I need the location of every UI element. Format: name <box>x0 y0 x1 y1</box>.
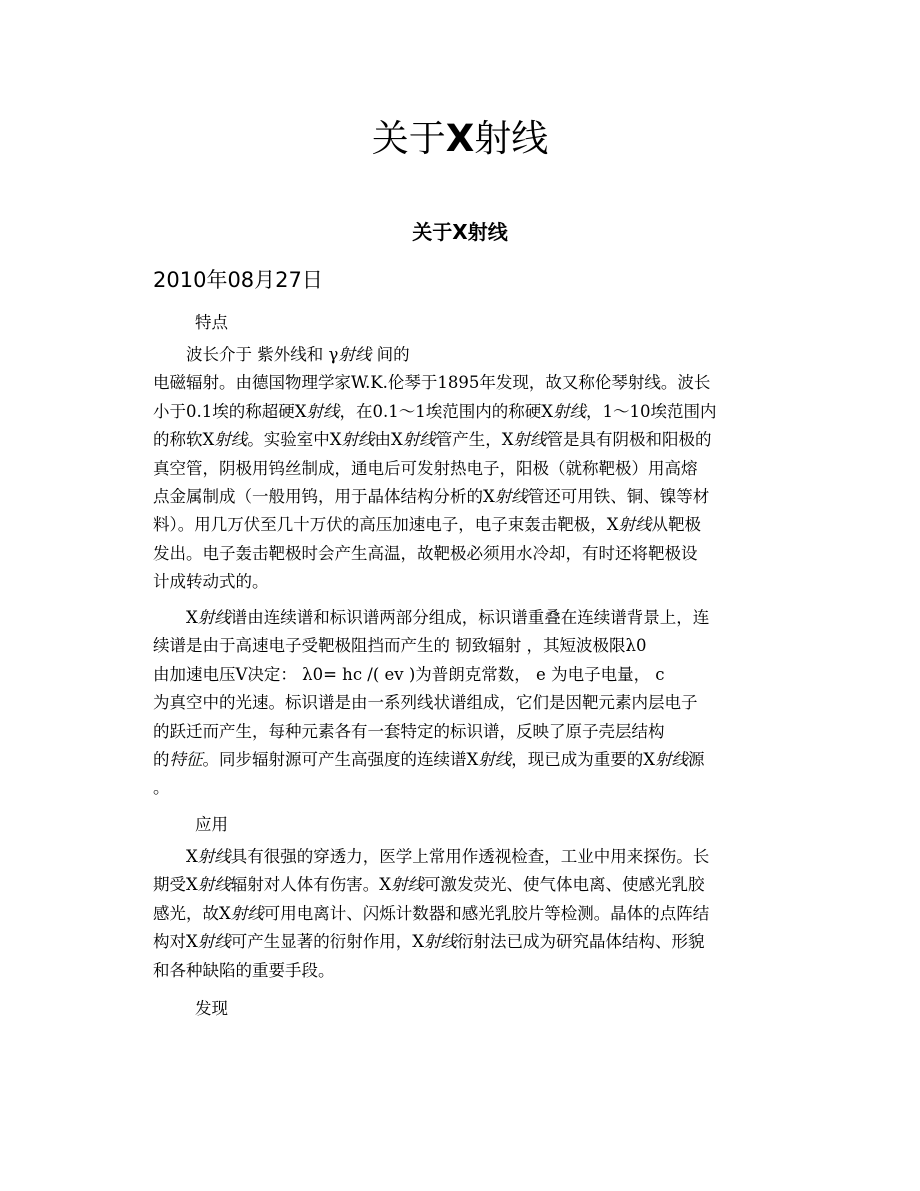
text-run: 谱由连续谱和标识谱两部分组成，标识谱重叠在连续谱背景上，连 <box>230 608 710 627</box>
text-line <box>153 774 773 802</box>
text-run: 。实验室中X <box>247 430 342 450</box>
italic-term: 射线 <box>197 608 231 627</box>
text-run: 为真空中的光速。标识谱是由一系列线状谱组成，它们是因靶元素内层电子 <box>153 693 698 713</box>
italic-term: 射线 <box>197 932 231 952</box>
italic-term: 射线 <box>197 847 231 866</box>
italic-term: 射线 <box>341 430 375 450</box>
italic-term: 射线 <box>306 401 340 421</box>
text-run: 的 <box>153 749 170 769</box>
text-run: 电磁辐射。由德国物理学家W.K.伦琴于1895年发现，故又称伦琴射线。波长 <box>153 373 711 393</box>
paragraph-spectrum <box>153 604 773 803</box>
text-run: 构对X <box>153 932 198 952</box>
text-run: 可激发荧光、使气体电离、使感光乳胶 <box>424 875 705 895</box>
text-line <box>153 928 773 956</box>
text-run: 的跃迁而产生，每种元素各有一套特定的标识谱，反映了原子壳层结构 <box>153 721 665 741</box>
text-run: X <box>153 847 198 866</box>
text-line <box>153 604 773 632</box>
text-line <box>153 426 773 454</box>
italic-term: 射线 <box>494 486 528 506</box>
text-run: 波长介于 紫外线和 γ <box>153 345 339 364</box>
italic-term: 特征 <box>169 749 203 769</box>
text-line <box>153 957 773 985</box>
text-run: 可产生显著的衍射作用，X <box>230 932 424 952</box>
text-run: 料）。用几万伏至几十万伏的高压加速电子，电子束轰击靶极，X <box>153 515 619 535</box>
text-run: 由加速电压V决定： λ0= hc /( ev )为普朗克常数， e 为电子电量， c <box>153 664 665 684</box>
italic-term: 射线 <box>338 345 372 364</box>
article-subtitle: 关于X射线 <box>412 220 508 244</box>
title-x: X <box>445 117 475 160</box>
text-run: 续谱是由于高速电子受靶极阻挡而产生的 韧致辐射 ，其短波极限λ0 <box>153 636 647 656</box>
text-run: 管还可用铁、铜、镍等材 <box>527 486 710 506</box>
italic-term: 射线 <box>618 515 652 535</box>
section-heading-applications: 应用 <box>195 815 228 834</box>
text-line <box>153 900 773 928</box>
text-line <box>153 718 773 746</box>
text-line <box>153 511 773 539</box>
text-run: ，在0.1～1埃范围内的称硬X <box>339 401 553 421</box>
text-line <box>153 398 773 426</box>
text-run: 。同步辐射源可产生高强度的连续谱X <box>202 749 479 769</box>
italic-term: 射线 <box>424 932 457 952</box>
section-heading-discovery: 发现 <box>195 999 228 1018</box>
text-run: 具有很强的穿透力，医学上常用作透视检查，工业中用来探伤。长 <box>230 847 710 866</box>
italic-term: 射线 <box>655 749 688 769</box>
document-title <box>0 108 920 162</box>
text-line <box>153 341 773 369</box>
italic-term: 射线 <box>478 749 512 769</box>
text-run: 的称软X <box>153 430 215 450</box>
text-run: 管是具有阴极和阳极的 <box>546 430 712 450</box>
paragraph-features <box>153 341 773 597</box>
text-run: 感光，故X <box>153 903 231 923</box>
text-run: 可用电离计、闪烁计数器和感光乳胶片等检测。晶体的点阵结 <box>263 903 710 923</box>
section-heading-features: 特点 <box>195 313 228 332</box>
text-line <box>153 843 773 871</box>
text-run: 由X <box>374 430 403 450</box>
text-line <box>153 483 773 511</box>
italic-term: 射线 <box>553 401 586 421</box>
text-run: 真空管，阴极用钨丝制成，通电后可发射热电子，阳极（就称靶极）用高熔 <box>153 458 698 478</box>
italic-term: 射线 <box>391 875 424 895</box>
italic-term: 射线 <box>513 430 547 450</box>
italic-term: 射线 <box>230 903 264 923</box>
text-run: 源 <box>688 749 705 769</box>
text-run: ，1～10埃范围内 <box>586 401 717 421</box>
text-line <box>153 746 773 774</box>
article-date: 2010年08月27日 <box>153 268 323 292</box>
text-line <box>153 632 773 660</box>
text-run: ，现已成为重要的X <box>511 749 655 769</box>
text-run: 间的 <box>371 345 410 364</box>
text-line <box>153 455 773 483</box>
text-line <box>153 568 773 596</box>
paragraph-applications <box>153 843 773 985</box>
text-line <box>153 689 773 717</box>
text-run: 辐射对人体有伤害。X <box>230 875 391 895</box>
italic-term: 射线 <box>214 430 248 450</box>
text-line <box>153 540 773 568</box>
title-text: 关于 <box>371 117 446 160</box>
text-line <box>153 369 773 397</box>
italic-term: 射线 <box>197 875 231 895</box>
text-run: 。 <box>153 778 170 798</box>
text-run: 衍射法已成为研究晶体结构、形貌 <box>457 932 705 952</box>
text-line <box>153 871 773 899</box>
text-run: 点金属制成（一般用钨，用于晶体结构分析的X <box>153 486 495 506</box>
title-text: 射线 <box>474 117 549 160</box>
text-run: 和各种缺陷的重要手段。 <box>153 960 335 980</box>
text-run: 计成转动式的。 <box>153 572 269 592</box>
text-line <box>153 661 773 689</box>
text-run: X <box>153 608 198 627</box>
text-run: 发出。电子轰击靶极时会产生高温，故靶极必须用水冷却，有时还将靶极设 <box>153 543 698 563</box>
text-run: 从靶极 <box>651 515 701 535</box>
text-run: 小于0.1埃的称超硬X <box>153 401 307 421</box>
text-run: 管产生，X <box>435 430 514 450</box>
italic-term: 射线 <box>402 430 436 450</box>
text-run: 期受X <box>153 875 198 895</box>
